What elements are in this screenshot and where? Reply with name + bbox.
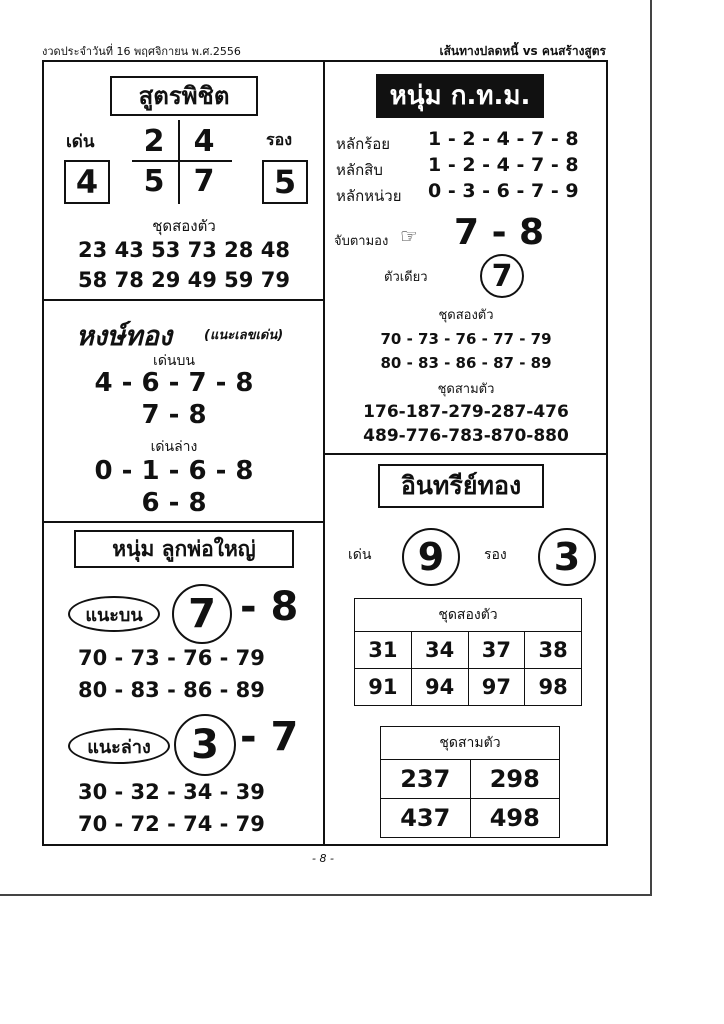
- row-value: 0 - 3 - 6 - 7 - 9: [428, 180, 579, 202]
- bottom-main-number: 3: [174, 714, 236, 776]
- grid-vertical: [178, 120, 180, 204]
- triple-table: [380, 726, 560, 838]
- single-value: 7: [480, 254, 524, 298]
- row-label: หลักสิบ: [336, 161, 383, 179]
- row-value: 1 - 2 - 4 - 7 - 8: [428, 128, 579, 150]
- triple-cell: 498: [470, 799, 560, 838]
- pair-cell: 98: [525, 669, 582, 706]
- rong-label: รอง: [266, 130, 293, 149]
- num-lukpho-title: หนุ่ม ลูกพ่อใหญ่: [74, 530, 294, 568]
- pair-table: [354, 598, 582, 706]
- row-label: หลักหน่วย: [336, 187, 402, 205]
- top-row: 80 - 83 - 86 - 89: [78, 678, 265, 702]
- page-frame: [42, 60, 608, 846]
- pair-cell: 37: [468, 632, 525, 669]
- bottom-label: เด่นล่าง: [150, 439, 198, 455]
- row-label: หลักร้อย: [336, 135, 391, 153]
- section-divider: [44, 521, 324, 523]
- pair-label: ชุดสองตัว: [355, 599, 582, 632]
- triple-row: 176-187-279-287-476: [363, 402, 569, 422]
- top-row: 4 - 6 - 7 - 8: [94, 368, 254, 398]
- row-value: 1 - 2 - 4 - 7 - 8: [428, 154, 579, 176]
- pair-label: ชุดสองตัว: [152, 217, 216, 235]
- right-edge-rule: [650, 0, 652, 896]
- grid-cell: 7: [193, 164, 215, 199]
- pair-cell: 34: [411, 632, 468, 669]
- top-main-number: 7: [172, 584, 232, 644]
- pair-row: 23 43 53 73 28 48: [78, 238, 290, 262]
- grid-horizontal: [132, 160, 232, 162]
- den-value: 9: [402, 528, 460, 586]
- grid-cell: 2: [143, 124, 165, 159]
- focus-label: จับตามอง: [334, 234, 389, 249]
- rong-value: 3: [538, 528, 596, 586]
- publication-title: เส้นทางปลดหนี้ vs คนสร้างสูตร: [439, 44, 606, 58]
- triple-label: ชุดสามตัว: [437, 382, 495, 397]
- draw-date: งวดประจำวันที่ 16 พฤศจิกายน พ.ศ.2556: [42, 45, 241, 58]
- sutr-phichit-title: สูตรพิชิต: [110, 76, 258, 116]
- triple-cell: 437: [381, 799, 471, 838]
- den-label: เด่น: [348, 547, 372, 563]
- bottom-label: แนะล่าง: [68, 728, 170, 764]
- den-label: เด่น: [66, 132, 95, 152]
- grid-cell: 5: [143, 164, 165, 199]
- bottom-row: 0 - 1 - 6 - 8: [94, 456, 254, 486]
- top-row: 7 - 8: [141, 400, 207, 430]
- pair-row: 70 - 73 - 76 - 77 - 79: [380, 330, 552, 348]
- den-value: 4: [64, 160, 110, 204]
- pair-row: 80 - 83 - 86 - 87 - 89: [380, 354, 552, 372]
- grid-cell: 4: [193, 124, 215, 159]
- pair-cell: 97: [468, 669, 525, 706]
- rong-label: รอง: [484, 547, 507, 563]
- bottom-row: 70 - 72 - 74 - 79: [78, 812, 265, 836]
- top-label: แนะบน: [68, 596, 160, 632]
- pair-cell: 31: [355, 632, 412, 669]
- insi-thong-title: อินทรีย์ทอง: [378, 464, 544, 508]
- hongthong-title: หงษ์ทอง: [76, 321, 172, 352]
- triple-cell: 237: [381, 760, 471, 799]
- pair-label: ชุดสองตัว: [438, 308, 494, 323]
- page-number: - 8 -: [312, 852, 334, 865]
- triple-cell: 298: [470, 760, 560, 799]
- triple-row: 489-776-783-870-880: [363, 426, 569, 446]
- top-label: เด่นบน: [153, 353, 195, 369]
- single-label: ตัวเดียว: [384, 270, 428, 285]
- top-row: 70 - 73 - 76 - 79: [78, 646, 265, 670]
- focus-value: 7 - 8: [454, 212, 545, 253]
- bottom-row: 6 - 8: [141, 488, 207, 518]
- pointing-hand-icon: ☞: [400, 224, 418, 248]
- hongthong-subtitle: (แนะเลขเด่น): [204, 328, 284, 343]
- triple-label: ชุดสามตัว: [381, 727, 560, 760]
- section-divider: [44, 299, 324, 301]
- top-main-second: - 8: [240, 584, 299, 630]
- pair-cell: 91: [355, 669, 412, 706]
- section-divider: [324, 453, 608, 455]
- pair-row: 58 78 29 49 59 79: [78, 268, 290, 292]
- pair-cell: 94: [411, 669, 468, 706]
- bottom-rule: [0, 894, 652, 896]
- bottom-row: 30 - 32 - 34 - 39: [78, 780, 265, 804]
- bottom-main-second: - 7: [240, 714, 299, 760]
- pair-cell: 38: [525, 632, 582, 669]
- num-kkm-title: หนุ่ม ก.ท.ม.: [376, 74, 544, 118]
- rong-value: 5: [262, 160, 308, 204]
